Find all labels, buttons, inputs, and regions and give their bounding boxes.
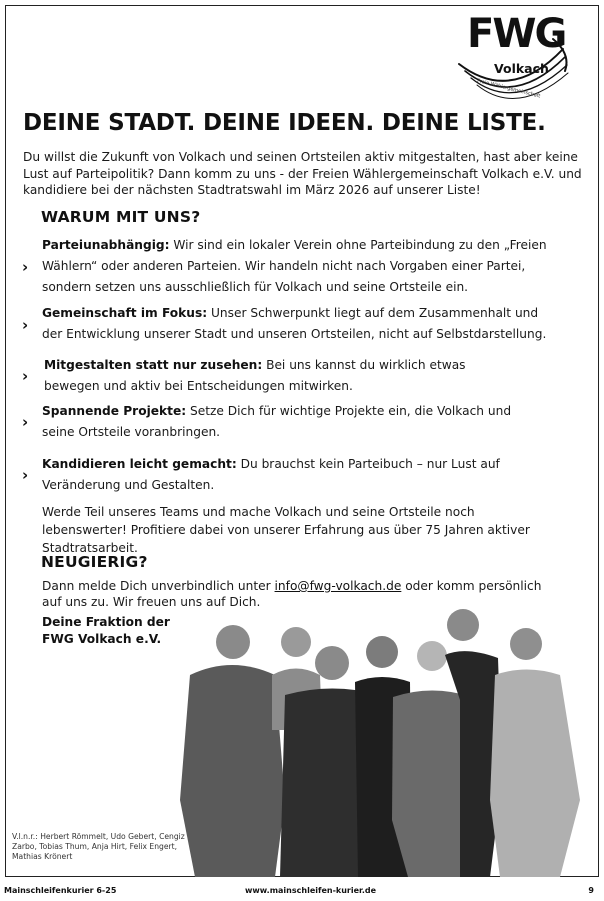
contact-before: Dann melde Dich unverbindlich unter [42, 579, 275, 593]
benefit-text: Wir sind ein lokaler Verein ohne Parteibindung zu den „Freien Wählern“ oder anderen Parteien. Wir handeln nicht nach Vorgaben einer Partei, sondern setzen uns ausschließlich für Volkach und seine Ortsteile ein. [42, 238, 547, 294]
footer-publication: Mainschleifenkurier 6-25 [4, 886, 117, 895]
section-title-why: WARUM MIT UNS? [41, 208, 201, 226]
photo-caption: V.l.n.r.: Herbert Römmelt, Udo Gebert, Cengiz Zarbo, Tobias Thum, Anja Hirt, Felix Engert, Mathias Krönert [12, 832, 185, 862]
benefit-lead: Gemeinschaft im Fokus: [42, 306, 208, 320]
benefit-lead: Parteiunabhängig: [42, 238, 170, 252]
signature-line-1: Deine Fraktion der [42, 615, 170, 629]
closing-text: Werde Teil unseres Teams und mache Volkach und seine Ortsteile noch lebenswerter! Profitiere dabei von unserer Erfahrung aus über 75 Jahren aktiver Stadtratsarbeit. [42, 505, 530, 555]
chevron-right-icon: › [22, 258, 29, 276]
headline: DEINE STADT. DEINE IDEEN. DEINE LISTE. [23, 110, 546, 136]
benefit-text: Unser Schwerpunkt liegt auf dem Zusammenhalt und der Entwicklung unserer Stadt und unseren Ortsteilen, nicht auf Selbstdarstellung. [42, 306, 547, 341]
section-title-curious: NEUGIERIG? [41, 553, 148, 571]
benefit-lead: Mitgestalten statt nur zusehen: [44, 358, 263, 372]
intro-text: Du willst die Zukunft von Volkach und seinen Ortsteilen aktiv mitgestalten, hast aber keine Lust auf Parteipolitik? Dann komm zu uns - der Freien Wählergemeinschaft Volkach e.V. und kandidiere bei der nächsten Stadtratswahl im März 2026 auf unserer Liste! [23, 150, 582, 197]
benefit-lead: Spannende Projekte: [42, 404, 187, 418]
benefit-text: Du brauchst kein Parteibuch – nur Lust auf Veränderung und Gestalten. [42, 457, 500, 492]
footer-website: www.mainschleifen-kurier.de [245, 886, 377, 895]
logo-tagline: Freie Wählergemeinschaft [476, 78, 541, 100]
footer-page-number: 9 [588, 886, 594, 895]
contact-after: oder komm persönlich auf uns zu. Wir freuen uns auf Dich. [42, 579, 542, 609]
benefit-lead: Kandidieren leicht gemacht: [42, 457, 237, 471]
team-photo [160, 600, 590, 877]
page-footer [0, 883, 604, 899]
signature-line-2: FWG Volkach e.V. [42, 632, 162, 646]
team-members [180, 609, 580, 877]
benefit-text: Bei uns kannst du wirklich etwas bewegen und aktiv bei Entscheidungen mitwirken. [44, 358, 466, 393]
logo-brand: FWG [467, 11, 566, 57]
chevron-right-icon: › [22, 367, 29, 385]
benefit-text: Setze Dich für wichtige Projekte ein, die Volkach und seine Ortsteile voranbringen. [42, 404, 512, 439]
chevron-right-icon: › [22, 316, 29, 334]
logo-town: Volkach [494, 61, 549, 76]
chevron-right-icon: › [22, 466, 29, 484]
chevron-right-icon: › [22, 413, 29, 431]
email-link[interactable]: info@fwg-volkach.de [274, 579, 402, 593]
